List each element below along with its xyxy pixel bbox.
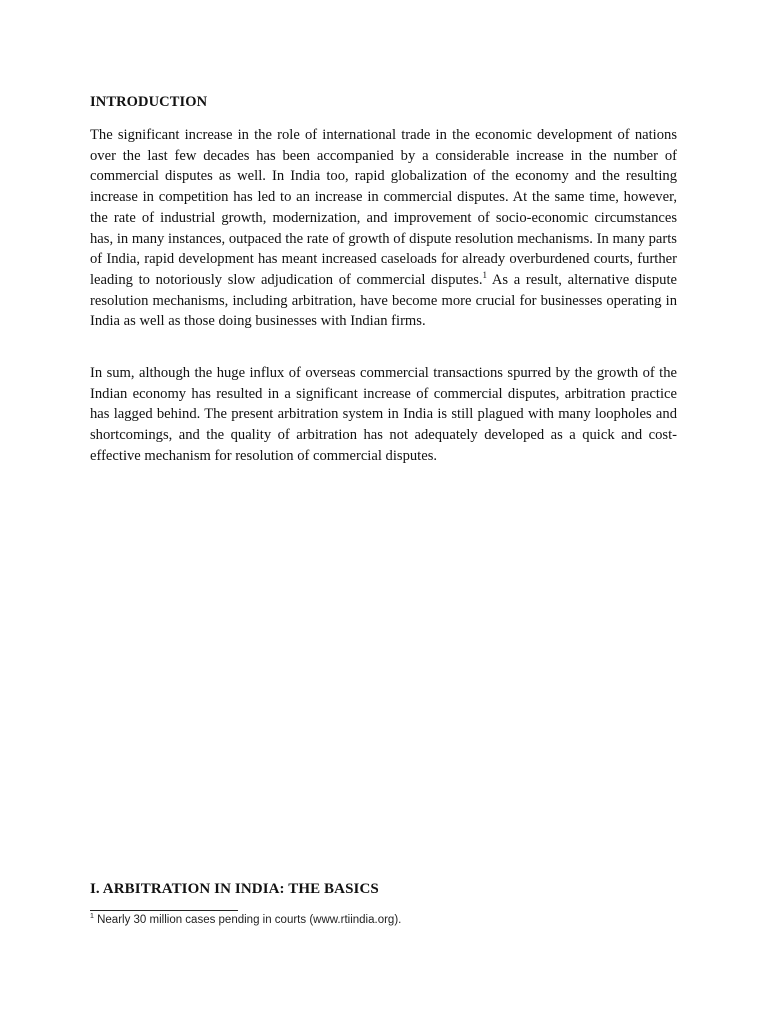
intro-paragraph-1 xyxy=(90,125,677,332)
intro-paragraph-1-text-a: The significant increase in the role of international trade in the economic development of nations over the last few decades has been accompanied by a considerable increase in the number of commercial disputes as well. In India too, rapid globalization of the economy and the resulting increase in competition has led to an increase in commercial disputes. At the same time, however, the rate of industrial growth, modernization, and improvement of socio-economic circumstances has, in many instances, outpaced the rate of growth of dispute resolution mechanisms. In many parts of India, rapid development has meant increased caseloads for already overburdened courts, further leading to notoriously slow adjudication of commercial disputes. xyxy=(90,127,677,288)
footnote-text: Nearly 30 million cases pending in courts (www.rtiindia.org). xyxy=(93,914,402,926)
intro-paragraph-1-text-b: As a result, alternative dispute resolution mechanisms, including arbitration, have become more crucial for businesses operating in India as well as those doing businesses with Indian firms. xyxy=(90,271,677,330)
footnote xyxy=(90,914,401,926)
footnote-number: 1 xyxy=(90,913,94,921)
footnote-reference[interactable]: 1 xyxy=(482,270,488,281)
intro-paragraph-2: In sum, although the huge influx of overseas commercial transactions spurred by the growth of the Indian economy has resulted in a significant increase of commercial disputes, arbitration practice has lagged behind. The present arbitration system in India is still plagued with many loopholes and shortcomings, and the quality of arbitration has not adequately developed as a quick and cost-effective mechanism for resolution of commercial disputes. xyxy=(90,365,677,464)
footnote-separator xyxy=(90,910,238,911)
section-1-heading: I. ARBITRATION IN INDIA: THE BASICS xyxy=(90,881,379,897)
introduction-heading: INTRODUCTION xyxy=(90,94,208,110)
